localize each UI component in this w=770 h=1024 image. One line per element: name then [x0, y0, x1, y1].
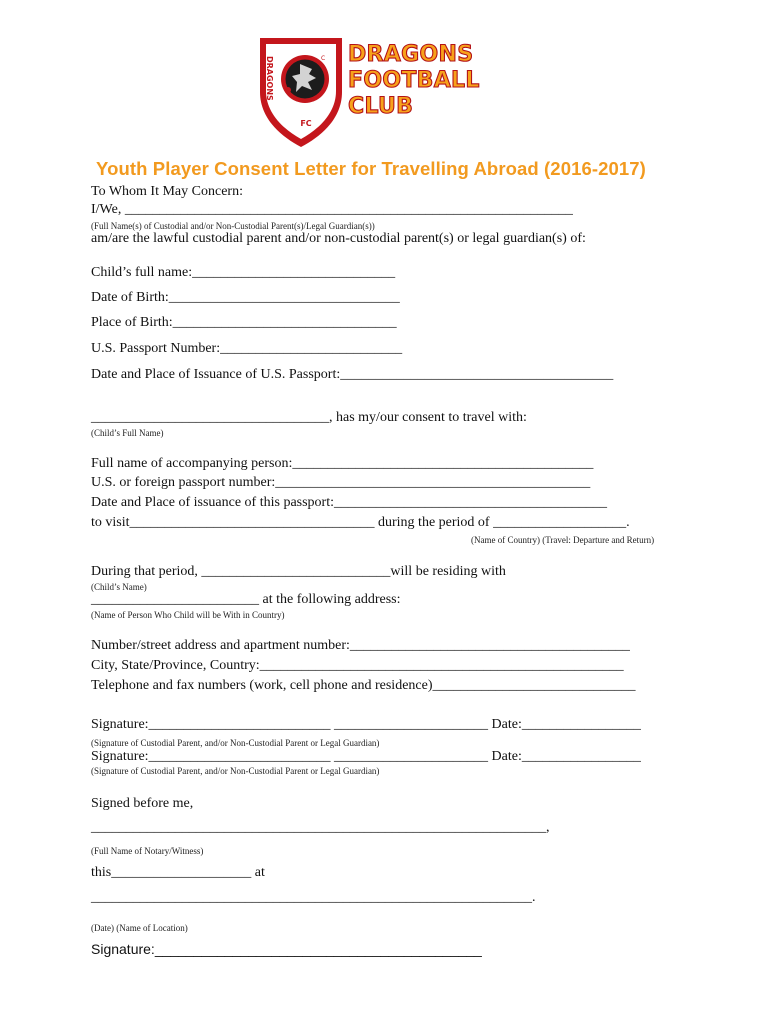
badge-inner: C	[321, 55, 326, 62]
notary-name-field[interactable]: _________________________________________________________________,	[91, 820, 550, 835]
page-title: Youth Player Consent Letter for Travelling Abroad (2016-2017)	[96, 158, 646, 179]
host-person-caption: (Name of Person Who Child will be With in Country)	[91, 610, 285, 620]
badge-letters: DRAGONS	[265, 56, 274, 101]
club-name-line-1: DRAGONS	[348, 42, 474, 67]
accompanying-name-field[interactable]: Full name of accompanying person:___________________________________________	[91, 456, 594, 471]
street-address-field[interactable]: Number/street address and apartment number:________________________________________	[91, 638, 630, 653]
notary-location-caption: (Date) (Name of Location)	[91, 923, 188, 933]
guardian-name-caption: (Full Name(s) of Custodial and/or Non-Custodial Parent(s)/Legal Guardian(s))	[91, 221, 375, 231]
club-name-line-3: CLUB	[348, 94, 414, 119]
notary-date-field[interactable]: this____________________ at	[91, 865, 265, 880]
guardian-name-field[interactable]: I/We, ________________________________________________________________	[91, 202, 573, 217]
passport-number-field[interactable]: U.S. Passport Number:__________________________	[91, 341, 403, 356]
visit-field[interactable]: to visit___________________________________ during the period of ___________________.	[91, 515, 630, 530]
club-name	[348, 42, 480, 120]
residing-child-caption: (Child’s Name)	[91, 582, 147, 592]
final-signature-field[interactable]: Signature:__________________________________________	[91, 941, 482, 957]
city-country-field[interactable]: City, State/Province, Country:____________________________________________________	[91, 658, 624, 673]
visit-caption: (Name of Country) (Travel: Departure and Return)	[471, 535, 655, 545]
badge-fc: FC	[300, 119, 312, 128]
guardian-statement: am/are the lawful custodial parent and/or non-custodial parent(s) or legal guardian(s) of:	[91, 231, 586, 246]
notary-name-caption: (Full Name of Notary/Witness)	[91, 846, 204, 856]
passport-issuance-field[interactable]: Date and Place of Issuance of U.S. Passport:_______________________________________	[91, 367, 614, 382]
child-name-field[interactable]: Child’s full name:_____________________________	[91, 265, 396, 280]
birth-date-field[interactable]: Date of Birth:_________________________________	[91, 290, 400, 305]
residing-child-field[interactable]: During that period, ___________________________will be residing with	[91, 564, 506, 579]
signed-before-label: Signed before me,	[91, 796, 194, 811]
consent-child-caption: (Child’s Full Name)	[91, 428, 164, 438]
consent-child-field[interactable]: __________________________________, has my/our consent to travel with:	[91, 410, 527, 425]
host-person-field[interactable]: ________________________ at the following address:	[91, 592, 401, 607]
telephone-field[interactable]: Telephone and fax numbers (work, cell phone and residence)_____________________________	[91, 678, 636, 693]
notary-location-field[interactable]: _______________________________________________________________.	[91, 890, 536, 905]
accompanying-issuance-field[interactable]: Date and Place of issuance of this passport:_______________________________________	[91, 495, 607, 510]
signature-field-1[interactable]: Signature:__________________________ ______________________ Date:_________________	[91, 717, 641, 732]
accompanying-passport-field[interactable]: U.S. or foreign passport number:_____________________________________________	[91, 475, 591, 490]
club-name-line-2: FOOTBALL	[348, 68, 480, 93]
dragons-fc-shield-logo	[256, 34, 346, 150]
signature-caption-2: (Signature of Custodial Parent, and/or Non-Custodial Parent or Legal Guardian)	[91, 766, 380, 776]
birth-place-field[interactable]: Place of Birth:________________________________	[91, 315, 397, 330]
salutation: To Whom It May Concern:	[91, 184, 243, 199]
signature-caption-1: (Signature of Custodial Parent, and/or Non-Custodial Parent or Legal Guardian)	[91, 738, 380, 748]
signature-field-2[interactable]: Signature:__________________________ ______________________ Date:_________________	[91, 749, 641, 764]
